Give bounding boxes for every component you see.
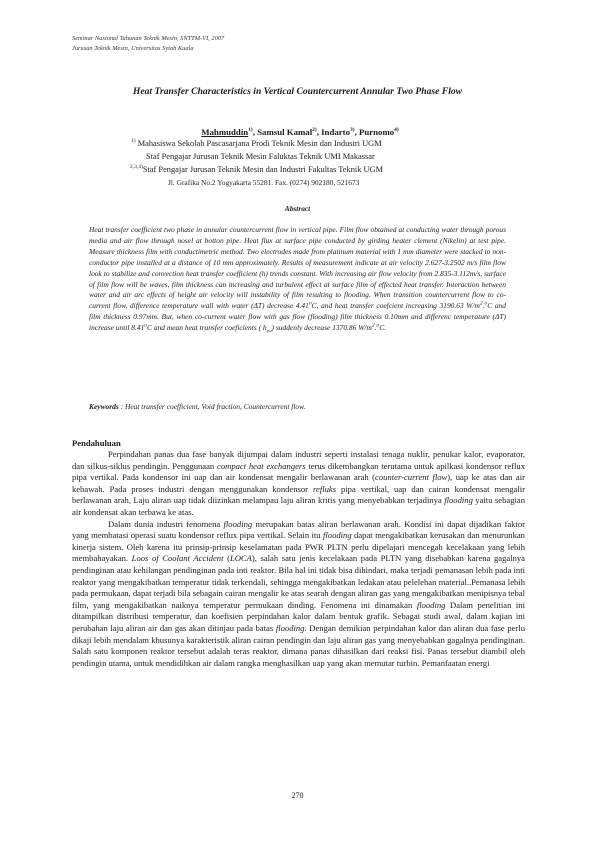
p1-text: pipa vertikal, uap dan cairan kondensat mengalir berlawanan arah, Laju aliran uap tidak diizinkan melampau laju aliran kritis yang menyebabkan terjadinya: [72, 483, 525, 506]
running-header: [72, 34, 224, 54]
author-4: , Purnomo: [354, 127, 395, 137]
p2-italic: flooding.: [275, 622, 307, 633]
p2-italic: flooding: [323, 530, 352, 541]
paragraph-2: [72, 519, 525, 670]
abstract-end: C.: [379, 323, 387, 333]
header-department: Jurusan Teknik Mesin, Universitas Syiah Kuala: [72, 45, 194, 52]
abstract-part-2: C, and heat transfer coefcient increasing 3190.63 W/m: [311, 301, 480, 311]
p1-text: yaitu sebagian air kondensat akan terbawa ke atas.: [72, 495, 525, 517]
ev-sub: ev: [266, 328, 272, 335]
p2-text: dapat mengakibatkan kerusakan dan menurunkan kinerja sistem. Oleh karena itu prinsip-prinsip keselamatan pada PWR PLTN perlu dipelajari mencegah kecelakaan yang lebih membahayakan.: [72, 530, 525, 564]
p1-text: ), uap ke atas dan air kebawah. Pada proses industri dengan menggunakan kondensor: [72, 472, 525, 494]
p2-italic: flooding: [416, 599, 446, 610]
p2-italic: flooding: [223, 518, 253, 529]
author-1: Mahmuddin: [201, 127, 249, 137]
p1-text: Perpindahan panas dua fase banyak dijumpai dalam industri seperti instalasi tenaga nuklir, penukar kalor, evaporator, dan silkus-siklus pendingin. Penggunaan: [72, 449, 525, 471]
p2-text: Dalam dunia industri fenomena: [108, 518, 224, 529]
p1-italic: refluks: [312, 483, 337, 494]
abstract-dot: .: [482, 301, 485, 311]
p2-text: Dengan demikian perpindahan kalor dan aliran dua fase perlu dikaji lebih mendalam khusunya karakteristik aliran cairan pendingin dan laju aliran gas yang menyebabkan gagalnya pendinginan. Salah satu komponen reaktor tersebut adalah teras reaktor, dimana panas dihasilkan dari reaksi fisi. Panas tersebut diambil oleh pendingin utama, untuk mendidihkan air dalam rangka menghasilkan uap yang akan memutar turbin. Pemanfaatan energi: [72, 622, 525, 668]
degree-sup: o: [308, 300, 312, 307]
author-list: [100, 127, 500, 137]
paper-title: Heat Transfer Characteristics in Vertical Countercurrent Annular Two Phase Flow: [132, 86, 463, 97]
keywords-label: Keywords: [89, 402, 119, 411]
affiliation-1-sup: 1): [131, 138, 136, 145]
affiliation-3: [130, 164, 383, 176]
p2-text: Dalam penelitian ini ditampilkan distribusi temperatur, dan koefisien perpindahan kalor dalam bentuk grafik. Sebagai studi awal, dalam kajian ini perubahan laju aliran air dan gas akan ditinjau pada batas: [72, 599, 525, 633]
p1-text: terus dikembangkan terutama untuk apilkasi kondensor reflux pipa vertikal. Pada kondensor ini uap dan air kondensat mengalir berlawanan arah (: [72, 460, 525, 483]
square-sup: 2: [371, 322, 375, 329]
affiliation-1: [131, 138, 382, 150]
author-3-sup: 3): [349, 127, 355, 134]
section-body: [72, 449, 525, 669]
affiliation-address: Jl. Grafika No.2 Yogyakarta 55281. Fax. (0274) 902180, 521673: [168, 178, 360, 187]
affiliation-3-sup: 2,3,4): [130, 164, 143, 171]
abstract-part-1: Heat transfer coefficient two phase in annular countercurrent flow in vertical pipe. Film flow obtained at conducting water through porous media and air flow through nosel at botton pipe. Heat flux at surface pipe conducted by girding heater clement (Nikelin) at test pipe. Measure thickness film with conductimetric method. Two electrodes made from platinum material with 1 mm diameter were stacked to non-conductor pipe installed at a distance of 10 mm approximately. Results of measurement indicate at air velocity 2.627-3.2502 m/s film flow look to stabilize and convection heat transfer coefficient (h) trends constant. With increasing air flow velocity from 2.835-3.112m/s, surface of film flow will be waves, film thickness can increasing and turbulent effect at surface film of effected heat transfer. Interaction between water and air arc effects of height air velocity will instability of film resulting to flooding. When transition countercurrent flow to co-current flow, difference temperature wall with water (ΔT) decrease 4.41: [89, 225, 506, 311]
section-heading: Pendahuluan: [72, 438, 121, 448]
p2-text: merupakan batas aliran berlawanan arah. Kondisi ini dapat dijadikan faktor yang membatasi operasi suatu kondensor reflux pipa vertikal. Selain itu: [72, 518, 525, 541]
p2-italic: LOCA: [229, 553, 252, 564]
header-seminar: Seminar Nasional Tahunan Teknik Mesin, SNTTM-VI, 2007: [72, 35, 225, 42]
abstract-part-6: ) suddenly decrease 1370.86 W/m: [271, 323, 372, 333]
keywords-text: : Heat transfer coefficient, Void fraction, Countercurrent flow.: [118, 402, 306, 411]
abstract-heading: Abstract: [284, 204, 311, 213]
degree-sup: o: [144, 322, 148, 329]
author-2-sup: 2): [312, 127, 317, 134]
abstract-part-4: C and film thickness 0.97mm. But, when co-current water flow with gas flow (flooding) film thickness 0.10mm and differenc temperature (ΔT) increase until 8.41: [89, 301, 506, 333]
paragraph-1: [72, 449, 525, 519]
p2-text: ), salah satu jenis kecelakaan pada PLTN yang disebabkan karena gagalnya pendinginan atau kehilangan pendinginan pada inti reaktor. Bila hal ini tidak bisa dihindari, maka terjadi pemanasan lebih pada inti reaktor yang mengakibatkan temperatur tidak terkendali, sehingga mengakibatkan ledakan atau pelelehan material..Pemanasa lebih pada permukaan, dapat terjadi bila sebagain cairan mengalir ke atas searah dengan aliran gas yang mengakibatkan menipisnya tebal film, yang mengakibatkan naiknya temperatur permukaan dinding. Fenomena ini dinamakan: [72, 553, 525, 610]
p2-text: (: [223, 553, 230, 564]
author-4-sup: 4): [394, 127, 399, 134]
square-sup: 2: [479, 300, 483, 307]
author-3: , Indarto: [316, 127, 350, 137]
p1-italic: flooding: [444, 495, 473, 506]
p2-italic: Loos of Coolant Accident: [131, 553, 224, 564]
affiliation-1-text: Mahasiswa Sekolah Pascasarjana Prodi Teknik Mesin dan Industri UGM: [137, 139, 382, 148]
page-number: 270: [291, 791, 304, 800]
p1-italic: counter-current flow: [375, 472, 448, 483]
author-1-sup: 1): [248, 127, 253, 134]
affiliation-2: Staf Pengajar Jurusan Teknik Mesin Faluktas Teknik UMI Makassar: [146, 152, 375, 161]
affiliation-3-text: Staf Pengajar Jurusan Teknik Mesin dan Industri Fakultas Teknik UGM: [142, 165, 384, 174]
degree-sup: o: [484, 300, 488, 307]
keywords: [89, 402, 506, 411]
degree-sup: o: [376, 322, 380, 329]
author-2: , Samsul Kamal: [252, 127, 313, 137]
abstract-part-5: C and mean heat transfer coeficients ( h: [147, 323, 267, 333]
abstract-text: [89, 225, 506, 334]
p1-italic: compact heat exchangers: [217, 460, 306, 471]
abstract-dot: .: [374, 323, 377, 333]
